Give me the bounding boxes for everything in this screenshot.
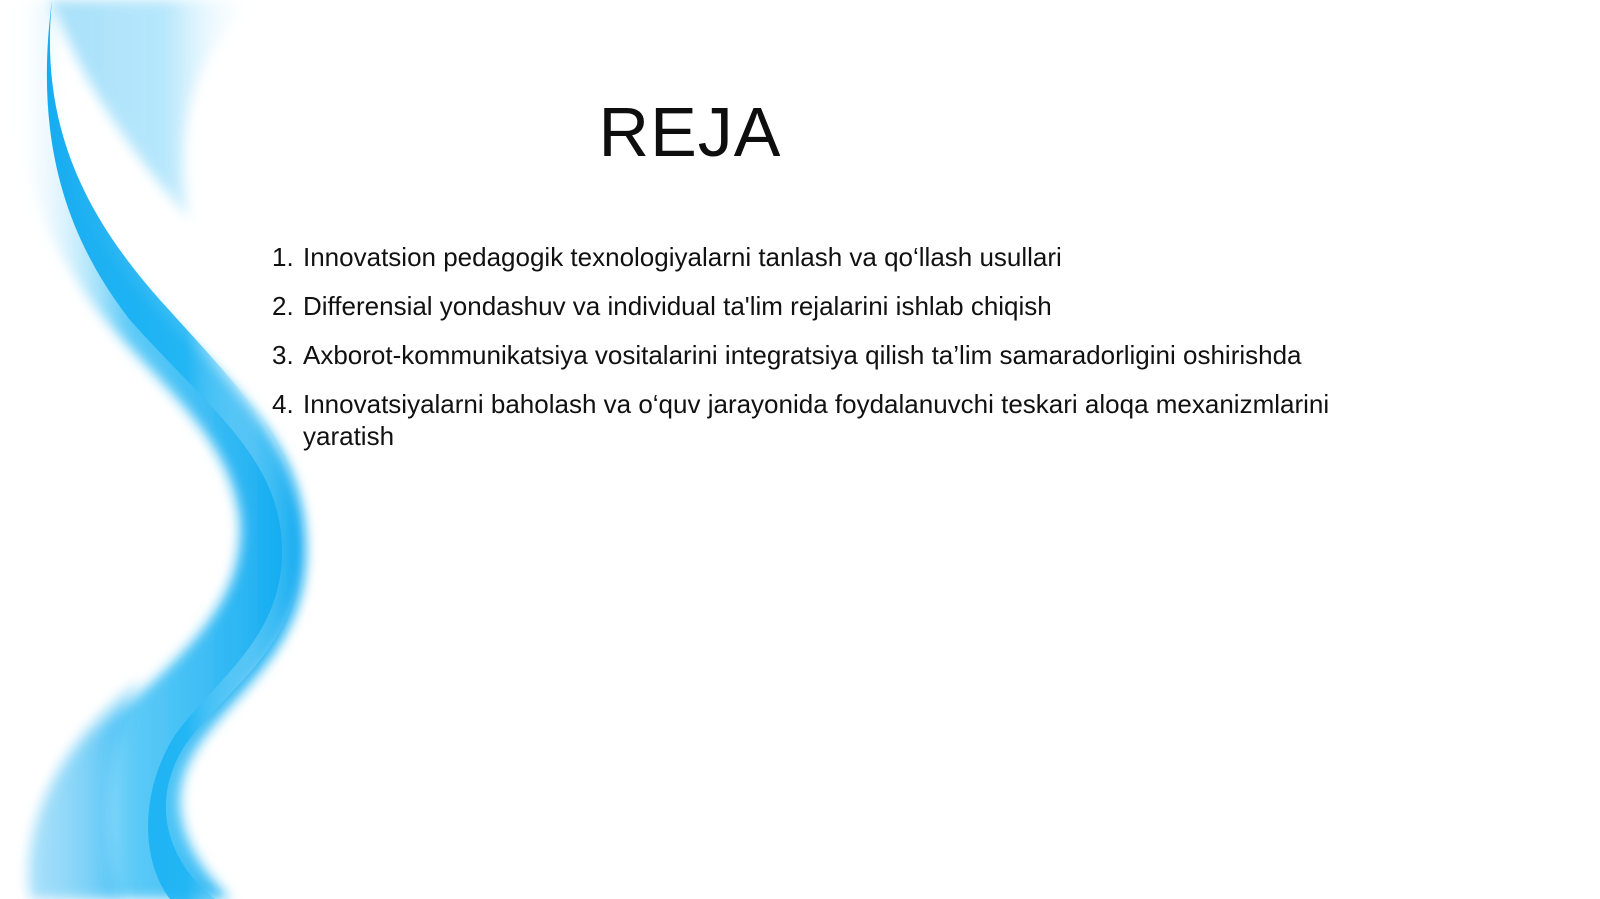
- plan-list: [272, 241, 1402, 469]
- list-item-number: 1.: [272, 242, 294, 272]
- list-item-number: 3.: [272, 340, 294, 370]
- list-item: [272, 290, 1402, 322]
- list-item-number: 2.: [272, 291, 294, 321]
- list-item-text: Axborot-kommunikatsiya vositalarini integratsiya qilish ta’lim samaradorligini oshirishda: [303, 340, 1302, 370]
- list-item-number: 4.: [272, 389, 294, 419]
- list-item-text: Differensial yondashuv va individual ta'lim rejalarini ishlab chiqish: [303, 291, 1052, 321]
- list-item: [272, 339, 1402, 371]
- list-item-text: Innovatsiyalarni baholash va o‘quv jarayonida foydalanuvchi teskari aloqa mexanizmlarini yaratish: [303, 389, 1330, 451]
- list-item: [272, 241, 1402, 273]
- list-item: [272, 388, 1402, 452]
- slide-title: REJA: [598, 93, 782, 171]
- wave-tail-top: [52, 0, 260, 220]
- list-item-text: Innovatsion pedagogik texnologiyalarni tanlash va qo‘llash usullari: [303, 242, 1062, 272]
